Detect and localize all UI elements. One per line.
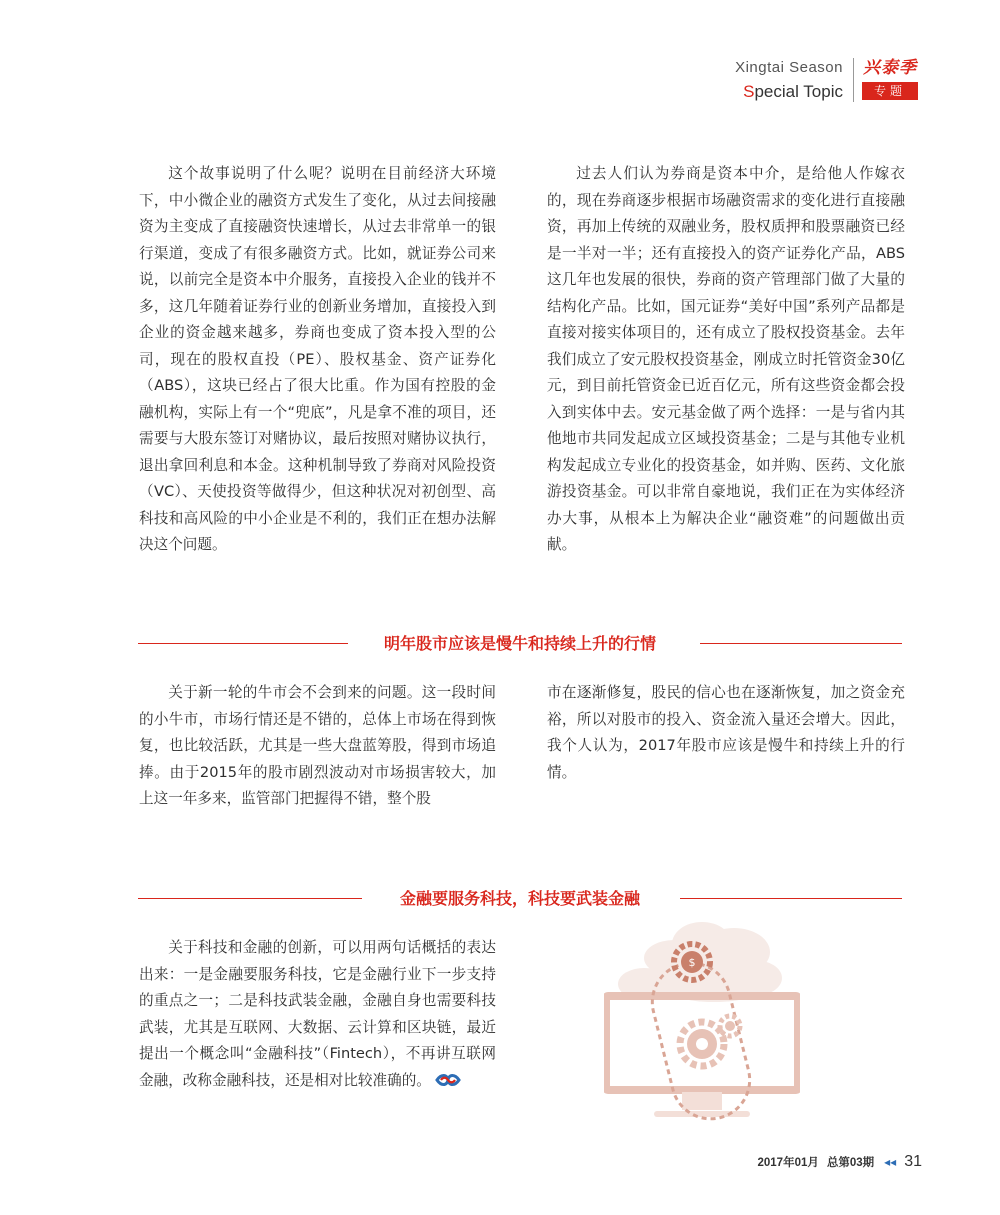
section2-heading	[138, 631, 902, 657]
paragraph: 关于新一轮的牛市会不会到来的问题。这一段时间的小牛市，市场行情还是不错的，总体上市场在得到恢复，也比较活跃，尤其是一些大盘蓝筹股，得到市场追捧。由于2015年的股市剧烈波动对市场损害较大，加上这一年多来，监管部门把握得不错，整个股	[139, 684, 496, 807]
double-arrow-left-icon: ◂◂	[884, 1155, 897, 1169]
issue-date: 2017年01月	[757, 1157, 819, 1169]
page-number: 31	[904, 1153, 922, 1170]
issue-number: 总第03期	[826, 1157, 875, 1169]
paragraph: 市在逐渐修复，股民的信心也在逐渐恢复，加之资金充裕，所以对股市的投入、资金流入量还会增大。因此，我个人认为，2017年股市应该是慢牛和持续上升的行情。	[547, 684, 905, 781]
section2-left-column	[139, 680, 496, 813]
page-header	[735, 58, 918, 104]
svg-text:$: $	[688, 956, 696, 969]
section-tag: 专题	[862, 82, 918, 100]
section2-title: 明年股市应该是慢牛和持续上升的行情	[383, 634, 656, 653]
section-name-initial: S	[743, 82, 755, 101]
brand-logo-text: 兴泰季	[862, 58, 917, 78]
magazine-title-en: Xingtai Season	[735, 59, 843, 76]
section-name	[735, 80, 843, 104]
xingtai-logo-icon	[435, 1072, 461, 1088]
section3-title: 金融要服务科技，科技要武装金融	[399, 889, 640, 908]
page-footer	[757, 1153, 922, 1171]
paragraph	[139, 935, 496, 1094]
section3-heading	[138, 886, 902, 912]
section3-left-column	[139, 935, 496, 1094]
computer-gears-money-icon	[604, 918, 800, 1136]
section2-right-column	[547, 680, 905, 786]
section-name-rest: pecial Topic	[754, 82, 843, 101]
section1-right-column	[547, 161, 905, 559]
header-text	[735, 58, 853, 104]
section1-left-column	[139, 161, 496, 559]
paragraph: 这个故事说明了什么呢？说明在目前经济大环境下，中小微企业的融资方式发生了变化，从过去间接融资为主变成了直接融资快速增长，从过去非常单一的银行渠道，变成了有很多融资方式。比如，就证券公司来说，以前完全是资本中介服务，直接投入企业的钱并不多，这几年随着证券行业的创新业务增加，直接投入到企业的资金越来越多，券商也变成了资本投入型的公司，现在的股权直投（PE）、股权基金、资产证券化（ABS），这块已经占了很大比重。作为国有控股的金融机构，实际上有一个“兜底”，凡是拿不准的项目，还需要与大股东签订对赌协议，最后按照对赌协议执行，退出拿回利息和本金。这种机制导致了券商对风险投资（VC）、天使投资等做得少，但这种状况对初创型、高科技和高风险的中小企业是不利的，我们正在想办法解决这个问题。	[139, 165, 496, 553]
paragraph: 过去人们认为券商是资本中介，是给他人作嫁衣的，现在券商逐步根据市场融资需求的变化进行直接融资，再加上传统的双融业务，股权质押和股票融资已经是一半对一半；还有直接投入的资产证券化产品，ABS这几年也发展的很快，券商的资产管理部门做了大量的结构化产品。比如，国元证券“美好中国”系列产品都是直接对接实体项目的，还有成立了股权投资基金。去年我们成立了安元股权投资基金，刚成立时托管资金30亿元，到目前托管资金已近百亿元，所有这些资金都会投入到实体中去。安元基金做了两个选择：一是与省内其他地市共同发起成立区域投资基金；二是与其他专业机构发起成立专业化的投资基金，如并购、医药、文化旅游投资基金。可以非常自豪地说，我们正在为实体经济办大事，从根本上为解决企业“融资难”的问题做出贡献。	[547, 165, 905, 553]
header-divider	[853, 58, 854, 102]
paragraph-text: 关于科技和金融的创新，可以用两句话概括的表达出来：一是金融要服务科技，它是金融行业下一步支持的重点之一；二是科技武装金融，金融自身也需要科技武装，尤其是互联网、大数据、云计算和区块链，最近提出一个概念叫“金融科技”（Fintech），不再讲互联网金融，改称金融科技，还是相对比较准确的。	[139, 939, 496, 1089]
brand-block	[862, 58, 918, 100]
